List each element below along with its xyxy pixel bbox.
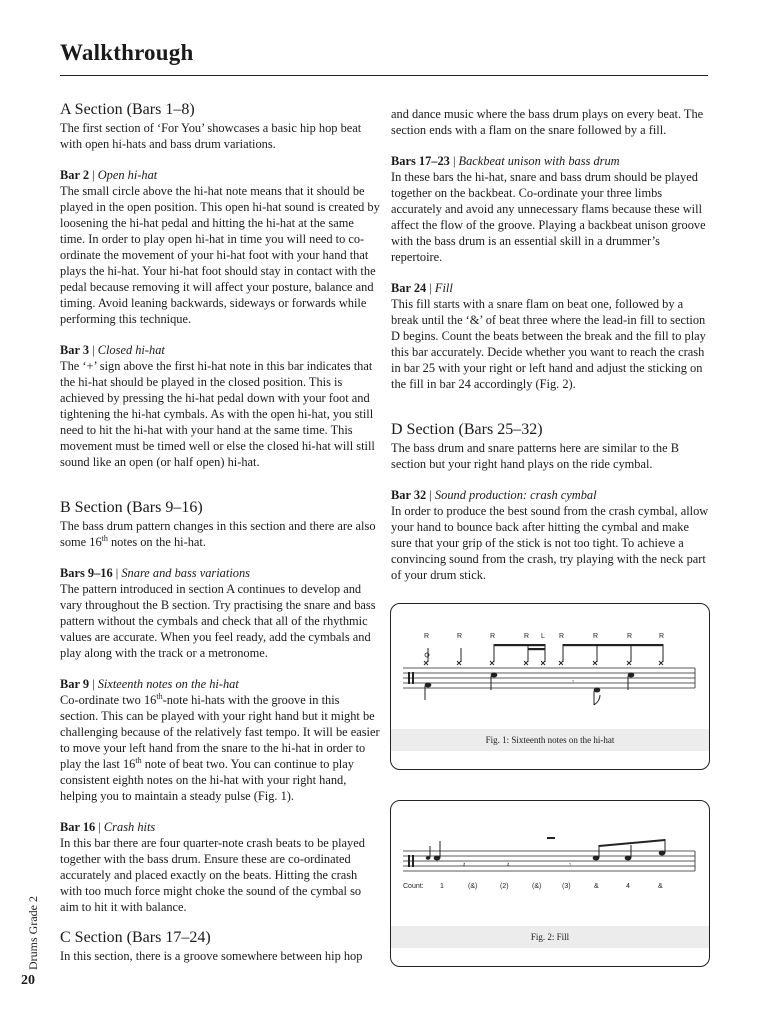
bar32-text: In order to produce the best sound from the crash cymbal, allow your hand to bounce back after hitting the cymbal and make sure that your grip of the stick is not too tight. To achieve a convincing sound from the crash, try playing with the neck part of your drum stick.	[391, 504, 709, 582]
bar32-subheading: Bar 32 | Sound production: crash cymbal	[391, 488, 597, 502]
section-c-intro-left: In this section, there is a groove somewhere between hip hop	[60, 949, 363, 963]
fig1-sticking-9: R	[659, 633, 665, 640]
bar16-subheading: Bar 16 | Crash hits	[60, 820, 156, 834]
fig2-count-label: Count:	[403, 883, 424, 890]
bars17-23-text: In these bars the hi-hat, snare and bass drum should be played together on the backbeat. Co-ordinate your three limbs accurately and avoid any unnecessary flams because these will affect the flow of the groove. Playing a backbeat unison groove with the bass drum is an essential skill in a drummer’s repertoire.	[391, 170, 706, 264]
fig2-count-2: (&)	[468, 883, 478, 890]
bars17-23-subheading: Bars 17–23 | Backbeat unison with bass drum	[391, 154, 620, 168]
bar3-subheading: Bar 3 | Closed hi-hat	[60, 343, 165, 357]
figure-1	[390, 603, 710, 770]
right-column	[391, 106, 709, 583]
fig2-count-3: (2)	[500, 883, 509, 890]
bar16-text: In this bar there are four quarter-note crash beats to be played together with the bass drum. Ensure these are co-ordinated accurately and placed exactly on the beats. Hitting the crash with too much force might choke the sound of the cymbal so aim to hit it with balance.	[60, 836, 365, 914]
fig1-sticking-8: R	[627, 633, 633, 640]
section-d-heading: D Section (Bars 25–32)	[391, 421, 543, 438]
figure-2	[390, 800, 710, 967]
fig2-count-4: (&)	[532, 883, 542, 890]
fig2-count-5: (3)	[562, 883, 571, 890]
svg-text:𝄾: 𝄾	[569, 862, 571, 869]
bar2-subheading: Bar 2 | Open hi-hat	[60, 168, 158, 182]
fig1-sticking-6: R	[559, 633, 565, 640]
fig1-sticking-3: R	[490, 633, 496, 640]
bar9-subheading: Bar 9 | Sixteenth notes on the hi-hat	[60, 677, 239, 691]
page-title: Walkthrough	[60, 40, 194, 65]
section-c-heading: C Section (Bars 17–24)	[60, 929, 211, 946]
section-c-intro-right: and dance music where the bass drum plays on every beat. The section ends with a flam on the snare followed by a fill.	[391, 107, 704, 137]
fig2-caption: Fig. 2: Fill	[391, 926, 709, 948]
bars9-16-text: The pattern introduced in section A continues to develop and vary throughout the B section. Try practising the snare and bass pattern without the cymbals and check that all of the rhythmic values are accurate. When you feel ready, add the cymbals and play along with the track or a metronome.	[60, 582, 376, 660]
bar24-text: This fill starts with a snare flam on beat one, followed by a break until the ‘&’ of beat three where the lead-in fill to section D begins. Count the beats between the break and the fill to play this bar accurately. Decide whether you want to reach the crash in bar 25 with your right or left hand and adjust the sticking on the fill in bar 24 accordingly (Fig. 2).	[391, 297, 706, 391]
left-column	[60, 100, 380, 964]
page-number: 20	[21, 973, 35, 988]
section-d-intro: The bass drum and snare patterns here are similar to the B section but your right hand plays on the ride cymbal.	[391, 441, 679, 471]
title-rule	[60, 75, 708, 76]
bars9-16-subheading: Bars 9–16 | Snare and bass variations	[60, 566, 250, 580]
fig2-count-6: &	[594, 883, 599, 890]
svg-text:𝄽: 𝄽	[507, 862, 510, 869]
fig2-count-7: 4	[626, 883, 630, 890]
section-b-intro: The bass drum pattern changes in this section and there are also some 16th notes on the hi-hat.	[60, 519, 376, 549]
svg-text:𝄾: 𝄾	[572, 679, 574, 686]
section-b-heading: B Section (Bars 9–16)	[60, 499, 203, 516]
bar2-text: The small circle above the hi-hat note means that it should be played in the open position. This open hi-hat sound is created by loosening the hi-hat pedal and hitting the hi-hat at the same time. In order to play open hi-hat in time you will need to co-ordinate the movement of your hi-hat foot with your hand that plays the hi-hat. Your hi-hat foot should stay in contact with the pedal because removing it will affect your posture, balance and timing. Avoid leaning backwards, sideways or forwards while performing this technique.	[60, 184, 380, 326]
bar3-text: The ‘+’ sign above the first hi-hat note in this bar indicates that the hi-hat should be played in the closed position. This is achieved by pressing the hi-hat pedal down with your foot and tightening the hi-hat cymbals. As with the open hi-hat, you still need to hit the hi-hat with your hand at the same time. This movement must be timed well or else the closed hi-hat will still sound like an open (or half open) hi-hat.	[60, 359, 375, 469]
fig1-sticking-5: L	[541, 633, 545, 640]
bar24-subheading: Bar 24 | Fill	[391, 281, 453, 295]
section-a-intro: The first section of ‘For You’ showcases a basic hip hop beat with open hi-hats and bass drum variations.	[60, 121, 362, 151]
fig1-caption: Fig. 1: Sixteenth notes on the hi-hat	[391, 729, 709, 751]
side-label: Drums Grade 2	[26, 896, 40, 970]
fig1-sticking-4: R	[524, 633, 530, 640]
fig1-sticking-2: R	[457, 633, 463, 640]
fig1-sticking-1: R	[424, 633, 430, 640]
section-a-heading: A Section (Bars 1–8)	[60, 101, 195, 118]
svg-text:𝄽: 𝄽	[463, 862, 466, 869]
fig1-sticking-7: R	[593, 633, 599, 640]
bar9-text: Co-ordinate two 16th-note hi-hats with the groove in this section. This can be played with your right hand but it might be challenging because of the relatively fast tempo. It will be easier to move your left hand from the snare to the hi-hat in order to play the last 16th note of beat two. You can continue to play consistent eighth notes on the hi-hat with your right hand, helping you to maintain a steady pulse (Fig. 1).	[60, 691, 380, 803]
fig2-count-1: 1	[440, 883, 444, 890]
fig2-count-8: &	[658, 883, 663, 890]
